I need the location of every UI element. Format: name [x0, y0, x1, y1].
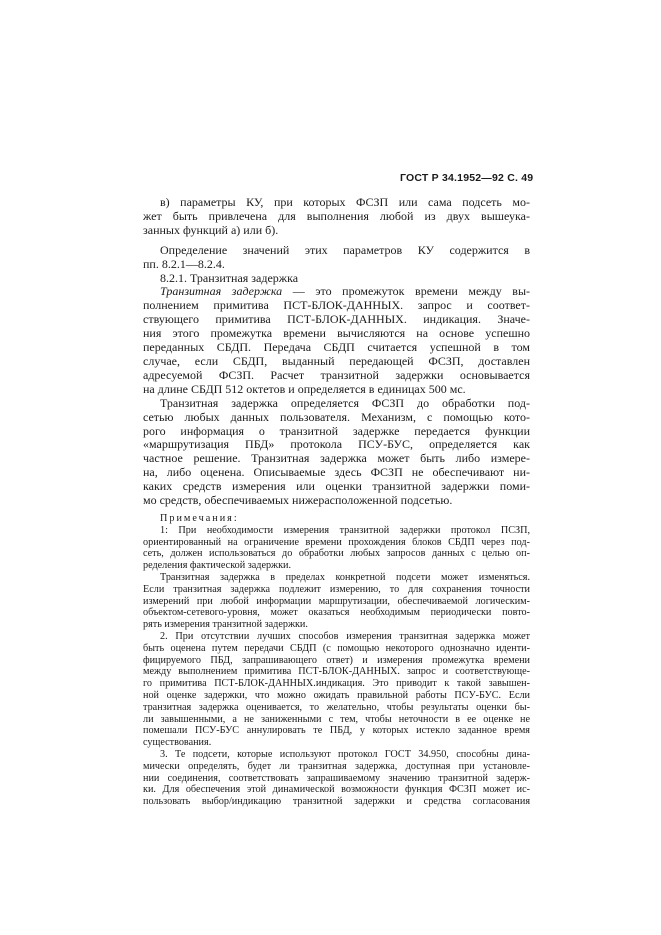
- text-line: жет быть привлечена для выполнения любой из двух вышеука-: [143, 209, 530, 223]
- text-line: сеть, должен использоваться до обработки любых запросов данных с целью оп-: [143, 548, 530, 560]
- paragraph: [143, 572, 530, 631]
- text-line: частное решение. Транзитная задержка может быть либо измере-: [143, 452, 530, 466]
- text-line: полнением примитива ПСТ-БЛОК-ДАННЫХ. запрос и соответ-: [143, 299, 530, 313]
- term-italic: Транзитная задержка: [160, 285, 283, 299]
- text-line: на длине СБДП 512 октетов и определяется в единицах 500 мс.: [143, 382, 466, 396]
- text-line: транзитная задержка оценивается, то желательно, чтобы результаты оценки бы-: [143, 701, 530, 713]
- text-line: пп. 8.2.1—8.2.4.: [143, 257, 225, 271]
- paragraph: [143, 631, 530, 749]
- notes-section: [143, 513, 530, 808]
- notes-title: Примечания:: [160, 513, 239, 524]
- text-line: ния этого промежутка времени вычисляются на основе успешно: [143, 327, 530, 341]
- text-line: ствующего примитива ПСТ-БЛОК-ДАННЫХ. индикация. Значе-: [143, 313, 530, 327]
- text-line: 2. При отсутствии лучших способов измерения транзитная задержка может: [160, 630, 530, 642]
- paragraph: [143, 196, 530, 238]
- text-line: Если транзитная задержка подлежит измерению, то для сохранения точности: [143, 583, 530, 595]
- text-line: [143, 285, 530, 299]
- text-line: существования.: [143, 737, 212, 749]
- text-line: на, либо оценена. Описываемые здесь ФСЗП не обеспечивают ни-: [143, 466, 530, 480]
- text-line: переданных СБДП. Передача СБДП считается успешной в том: [143, 341, 530, 355]
- paragraph: [143, 397, 530, 508]
- text-line: занных функций а) или б).: [143, 223, 279, 237]
- main-text: [143, 196, 530, 508]
- text-line: 1: При необходимости измерения транзитной задержки протокол ПСЗП,: [160, 524, 530, 536]
- text-line: сетью любых данных пользователя. Механизм, с помощью кото-: [143, 410, 530, 424]
- text-line: помешали ПСУ-БУС аннулировать те ПБД, у которых истекло заданное время: [143, 725, 530, 737]
- text-line: го примитива ПСТ-БЛОК-ДАННЫХ.индикация. Это приводит к такой завышен-: [143, 678, 530, 690]
- text-line: мо средств, обеспечиваемых нижерасположенной подсетью.: [143, 494, 453, 508]
- text-line: ли завышенными, а не заниженными с тем, чтобы неточности в ее оценке не: [143, 713, 530, 725]
- paragraph: [143, 272, 530, 286]
- text-line: ной оценке задержки, что можно ожидать правильной работы ПСУ-БУС. Если: [143, 689, 530, 701]
- text-line: рять измерения транзитной задержки.: [143, 619, 308, 631]
- paragraph: [143, 285, 530, 396]
- text-line: нии соединения, соответствовать запрашиваемому значению транзитной задерж-: [143, 772, 530, 784]
- page-header-standard-number: ГОСТ Р 34.1952—92 С. 49: [400, 172, 534, 184]
- text-line: каких средств измерения или оценки транзитной задержки поми-: [143, 480, 530, 494]
- text-line-rest: — это промежуток времени между вы-: [282, 285, 530, 299]
- paragraph: [143, 244, 530, 272]
- text-line: быть оценена путем передачи СБДП (с помощью некоторого однозначно иденти-: [143, 642, 530, 654]
- paragraph: [143, 525, 530, 572]
- text-line: Транзитная задержка в пределах конкретной подсети может изменяться.: [160, 571, 530, 583]
- text-line: Определение значений этих параметров КУ содержится в: [160, 243, 530, 257]
- text-line: объектом-сетевого-уровня, может оказаться необходимым периодически повто-: [143, 607, 530, 619]
- text-line: измерений при любой информации маршрутизации, обеспечиваемой логическим-: [143, 595, 530, 607]
- text-line: случае, если СБДП, выданный передающей ФСЗП, доставлен: [143, 354, 530, 368]
- text-line: рого информация о транзитной задержке передается функции: [143, 424, 530, 438]
- text-line: ки. Для обеспечения этой динамической возможности функция ФСЗП может ис-: [143, 784, 530, 796]
- paragraph: [143, 749, 530, 808]
- text-line: в) параметры КУ, при которых ФСЗП или сама подсеть мо-: [160, 196, 530, 209]
- text-line: 8.2.1. Транзитная задержка: [160, 271, 299, 285]
- text-line: «маршрутизация ПБД» протокола ПСУ-БУС, определяется как: [143, 438, 530, 452]
- text-line: адресуемой ФСЗП. Расчет транзитной задержки основывается: [143, 368, 530, 382]
- text-line: ределения фактической задержки.: [143, 560, 292, 572]
- text-line: ориентированный на ограничение времени прохождения блоков СБДП через под-: [143, 536, 530, 548]
- text-line: пользовать выбор/индикацию транзитной задержки и средства согласования: [143, 796, 530, 808]
- text-line: мически определять, будет ли транзитная задержка, доступная при установле-: [143, 760, 530, 772]
- text-line: Транзитная задержка определяется ФСЗП до обработки под-: [160, 396, 530, 410]
- text-line: между выполнением примитива ПСТ-БЛОК-ДАННЫХ. запрос и соответствующе-: [143, 666, 530, 678]
- text-line: 3. Те подсети, которые используют протокол ГОСТ 34.950, способны дина-: [160, 748, 530, 760]
- text-line: фицируемого ПБД, запрашивающего ответ) и измерения промежутка времени: [143, 654, 530, 666]
